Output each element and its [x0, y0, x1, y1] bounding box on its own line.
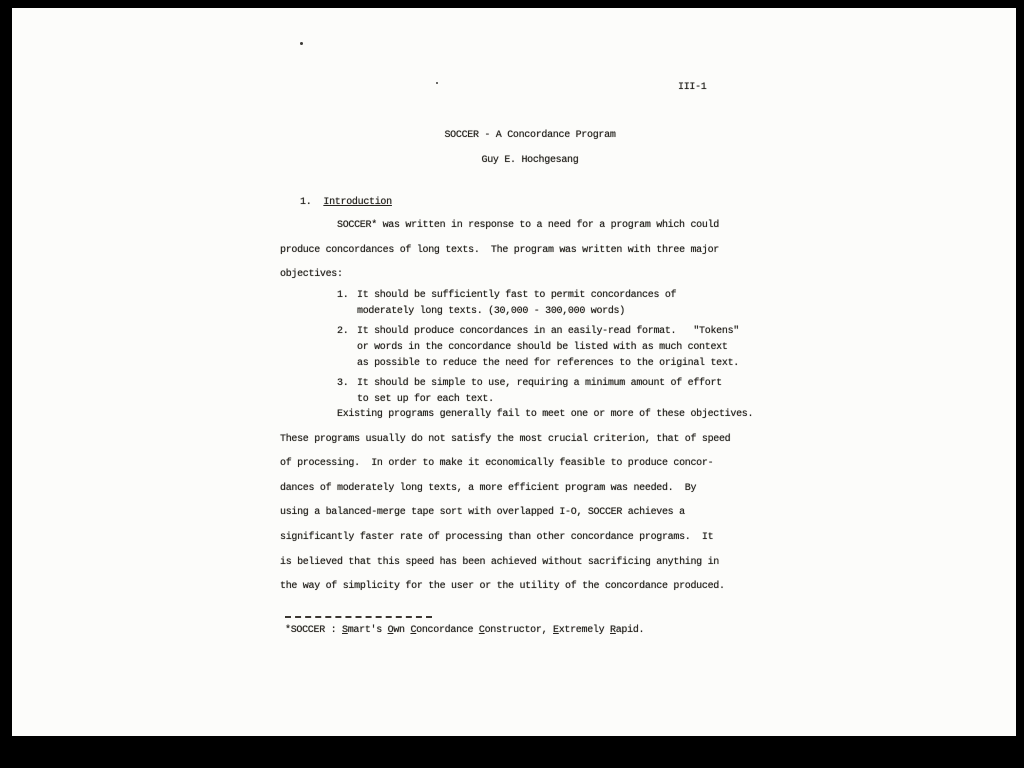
text-line: of processing. In order to make it economically feasible to produce concor- [280, 458, 714, 470]
objective-item [337, 324, 757, 372]
section-title: Introduction [323, 197, 392, 208]
text-line: is believed that this speed has been achieved without sacrificing anything in [280, 556, 719, 568]
footnote-fragment: S [342, 625, 348, 636]
paragraph-1 [280, 214, 760, 288]
footnote-fragment: C [410, 625, 417, 636]
footnote-fragment: R [610, 625, 616, 636]
text-line: These programs usually do not satisfy the most crucial criterion, that of speed [280, 433, 731, 445]
footnote-fragment: oncordance [416, 625, 479, 636]
paper-author: Guy E. Hochgesang [481, 155, 579, 166]
paper-title: SOCCER - A Concordance Program [444, 130, 616, 141]
page-number: III-1 [678, 82, 707, 93]
text-line: objectives: [280, 269, 343, 281]
text-line: using a balanced-merge tape sort with overlapped I-O, SOCCER achieves a [280, 507, 685, 519]
objective-lines [357, 288, 676, 320]
footnote-fragment: O [387, 625, 394, 636]
text-line: as possible to reduce the need for references to the original text. [357, 358, 739, 369]
footnote-fragment: xtremely [558, 625, 611, 636]
footnote-fragment: onstructor, [484, 625, 553, 636]
text-line: or words in the concordance should be listed with as much context [357, 342, 728, 353]
footnote-fragment: mart's [347, 625, 388, 636]
scanned-page [12, 8, 1016, 736]
objective-number: 1. [337, 290, 349, 301]
text-line: to set up for each text. [357, 394, 494, 405]
footnote-fragment: *SOCCER : [285, 625, 343, 636]
text-line: dances of moderately long texts, a more efficient program was needed. By [280, 482, 697, 494]
objective-number: 2. [337, 326, 349, 337]
objective-item [337, 288, 757, 320]
footnote-fragment: wn [393, 625, 411, 636]
text-line: It should be sufficiently fast to permit concordances of [357, 290, 677, 301]
text-line: SOCCER* was written in response to a need for a program which could [337, 220, 719, 231]
text-line: moderately long texts. (30,000 - 300,000 words) [357, 306, 625, 317]
paragraph-2 [280, 403, 760, 600]
text-line: significantly faster rate of processing than other concordance programs. It [280, 531, 714, 543]
footnote-fragment: E [553, 625, 559, 636]
footnote-fragment: apid. [615, 625, 645, 636]
text-line: produce concordances of long texts. The program was written with three major [280, 244, 719, 256]
text-line: the way of simplicity for the user or the utility of the concordance produced. [280, 581, 725, 593]
text-line: Existing programs generally fail to meet one or more of these objectives. [337, 409, 754, 420]
footnote-text [285, 625, 644, 636]
scan-speck [300, 42, 303, 45]
footnote-separator [285, 616, 432, 618]
section-number: 1. [300, 197, 312, 208]
objective-number: 3. [337, 378, 349, 389]
text-line: It should be simple to use, requiring a minimum amount of effort [357, 378, 722, 389]
objective-lines [357, 324, 739, 372]
scan-speck [436, 82, 438, 84]
section-heading [300, 197, 392, 208]
objectives-list [337, 288, 757, 412]
footnote-fragment: C [478, 625, 485, 636]
text-line: It should produce concordances in an easily-read format. "Tokens" [357, 326, 739, 337]
